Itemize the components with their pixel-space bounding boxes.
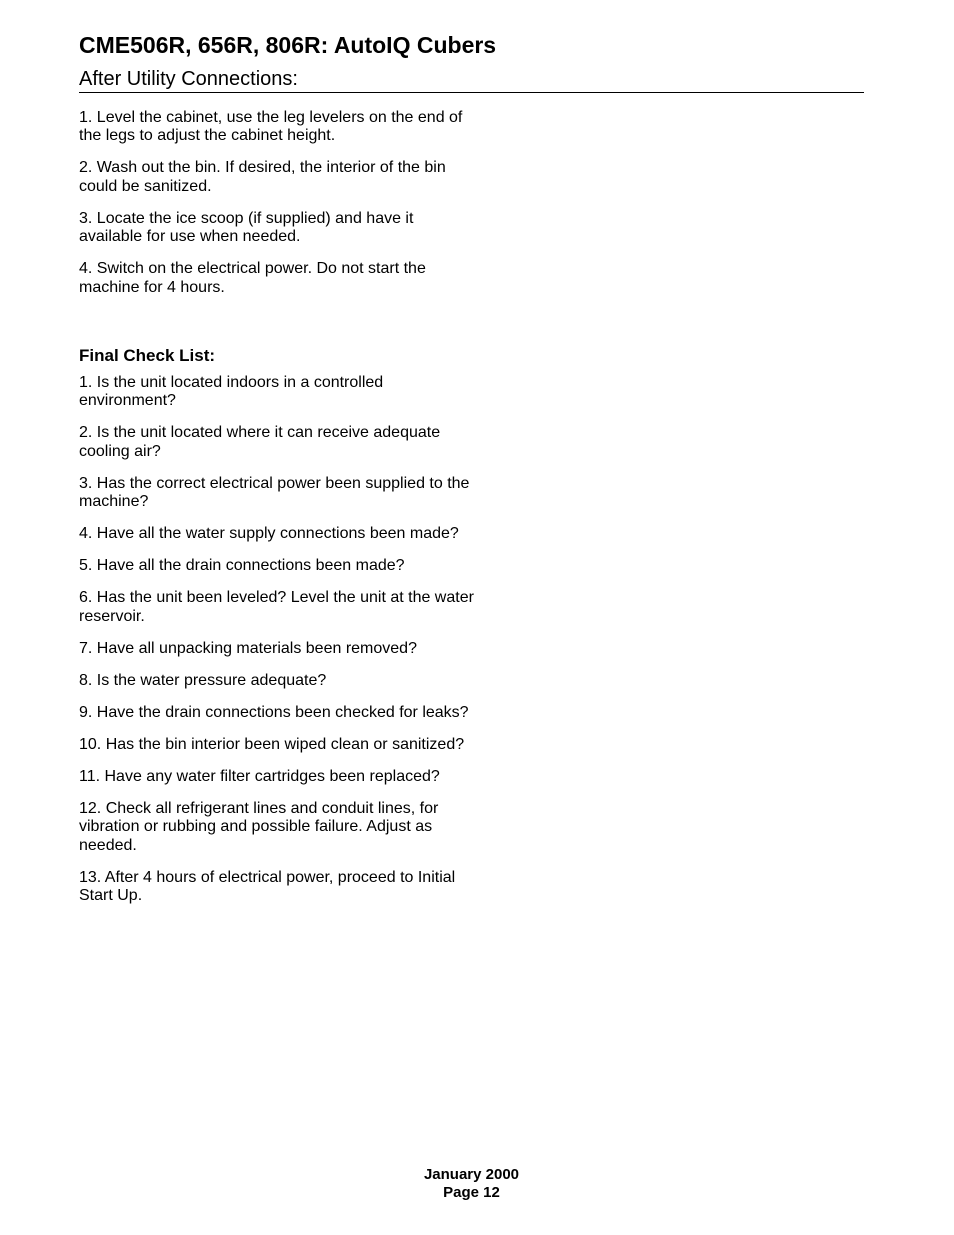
final-check-item: 4. Have all the water supply connections been made? xyxy=(79,525,459,542)
final-check-item: 11. Have any water filter cartridges been replaced? xyxy=(79,767,440,785)
final-check-item: 8. Is the water pressure adequate? xyxy=(79,671,327,689)
footer-date: January 2000 xyxy=(423,1166,520,1183)
final-check-item: 1. Is the unit located indoors in a controlled environment? xyxy=(79,373,384,409)
after-utility-step: 3. Locate the ice scoop (if supplied) and have it available for use when needed. xyxy=(79,209,414,245)
document-title: CME506R, 656R, 806R: AutoIQ Cubers xyxy=(79,32,497,58)
final-check-item: 12. Check all refrigerant lines and conduit lines, for vibration or rubbing and possible failure. Adjust as needed. xyxy=(79,799,439,854)
final-check-list xyxy=(79,374,474,920)
final-check-item: 2. Is the unit located where it can receive adequate cooling air? xyxy=(79,424,441,460)
footer-page-number: Page 12 xyxy=(443,1184,500,1201)
after-utility-heading: After Utility Connections: xyxy=(79,67,864,93)
final-check-item: 10. Has the bin interior been wiped clean or sanitized? xyxy=(79,735,465,753)
page-footer xyxy=(0,1166,943,1202)
after-utility-step: 4. Switch on the electrical power. Do not start the machine for 4 hours. xyxy=(79,260,426,296)
after-utility-steps-list xyxy=(79,109,479,311)
final-check-item: 3. Has the correct electrical power been supplied to the machine? xyxy=(79,474,470,510)
after-utility-step: 1. Level the cabinet, use the leg levelers on the end of the legs to adjust the cabinet height. xyxy=(79,108,463,144)
final-check-heading: Final Check List: xyxy=(79,346,216,365)
after-utility-step: 2. Wash out the bin. If desired, the interior of the bin could be sanitized. xyxy=(79,159,446,195)
final-check-item: 6. Has the unit been leveled? Level the unit at the water reservoir. xyxy=(79,589,474,625)
final-check-item: 13. After 4 hours of electrical power, proceed to Initial Start Up. xyxy=(79,868,456,904)
final-check-item: 9. Have the drain connections been checked for leaks? xyxy=(79,703,469,721)
final-check-item: 7. Have all unpacking materials been removed? xyxy=(79,639,417,657)
final-check-item: 5. Have all the drain connections been made? xyxy=(79,557,405,574)
